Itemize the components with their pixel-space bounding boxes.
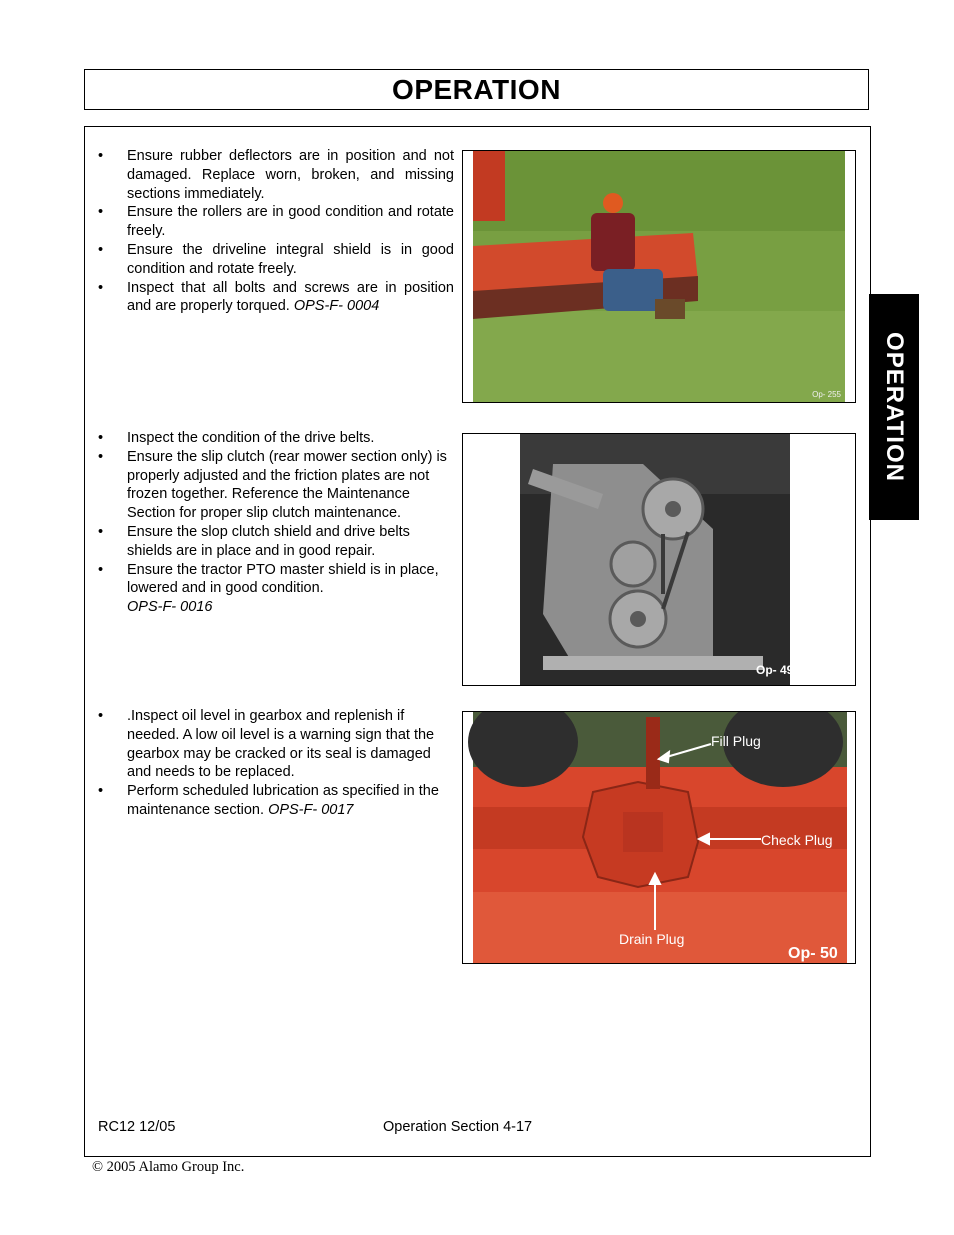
reference-code: OPS-F- 0017 (268, 801, 354, 818)
drain-plug-callout (619, 931, 684, 947)
list-item: • Perform scheduled lubrication as specified in the maintenance section. OPS-F- 0017 (98, 782, 454, 820)
list-item: • Ensure the rollers are in good condition and rotate freely. (98, 203, 454, 241)
figure-label (756, 663, 794, 677)
bullet-list-inspection-2 (98, 429, 454, 617)
figure-label (812, 390, 841, 399)
list-item: • Inspect the condition of the drive belts. (98, 429, 454, 448)
reference-code: OPS-F- 0004 (293, 298, 380, 315)
list-item: • Inspect that all bolts and screws are in position and are properly torqued. OPS-F- 0004 (98, 279, 454, 317)
list-item: • .Inspect oil level in gearbox and replenish if needed. A low oil level is a warning sign that the gearbox may be cracked or its seal is damaged and needs to be replaced. (98, 707, 454, 782)
copyright-notice: © 2005 Alamo Group Inc. (92, 1159, 245, 1175)
svg-text:Drain Plug: Drain Plug (619, 931, 685, 947)
figure-op-49 (462, 433, 856, 686)
list-item: • Ensure the slop clutch shield and drive belts shields are in place and in good repair. (98, 523, 454, 561)
svg-text:Op- 255: Op- 255 (812, 390, 841, 399)
footer-doc-id: RC12 12/05 (98, 1119, 176, 1135)
svg-text:Op- 50: Op- 50 (788, 945, 838, 962)
bullet-list-gearbox (98, 707, 454, 820)
reference-code: OPS-F- 0016 (127, 599, 213, 616)
photo-operator-inspecting-mower (463, 151, 855, 402)
figure-op-50 (462, 711, 856, 964)
list-item: • Ensure the driveline integral shield is in good condition and rotate freely. (98, 241, 454, 279)
svg-text:Op- 49: Op- 49 (756, 663, 794, 677)
side-tab-label: OPERATION (881, 332, 908, 482)
figure-op-255 (462, 150, 856, 403)
photo-drive-belts-slip-clutch (463, 434, 855, 685)
page-header (84, 69, 869, 110)
list-item: • Ensure the tractor PTO master shield is in place, lowered and in good condition. OPS-F- 0016 (98, 561, 454, 617)
list-item: • Ensure rubber deflectors are in position and not damaged. Replace worn, broken, and missing sections immediately. (98, 147, 454, 203)
bullet-list-inspection-1 (98, 147, 454, 316)
photo-gearbox-plugs (463, 712, 855, 963)
footer-page-number: Operation Section 4-17 (383, 1119, 533, 1135)
list-item: • Ensure the slip clutch (rear mower section only) is properly adjusted and the friction plates are not frozen together. Reference the Maintenance Section for proper slip clutch maintenance. (98, 448, 454, 523)
svg-text:Fill Plug: Fill Plug (711, 733, 761, 749)
figure-label (788, 945, 838, 962)
svg-text:Check Plug: Check Plug (761, 832, 833, 848)
page-title: OPERATION (392, 73, 561, 105)
check-plug-callout (761, 832, 833, 848)
fill-plug-callout (711, 733, 761, 749)
section-side-tab (869, 294, 919, 520)
